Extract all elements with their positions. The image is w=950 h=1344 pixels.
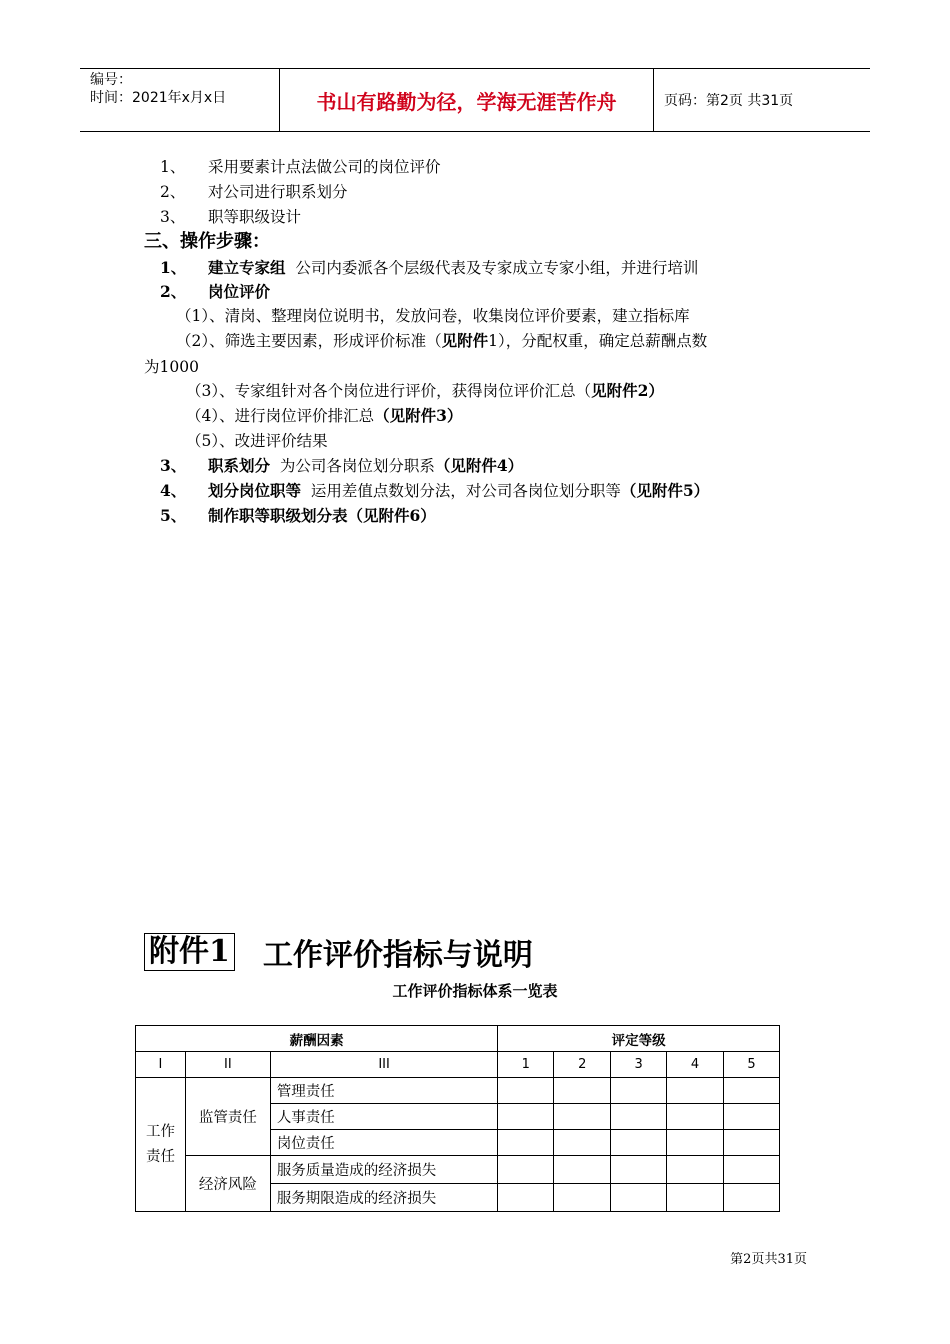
para-text: （2）、筛选主要因素，形成评价标准（ <box>176 332 442 350</box>
grade-cell <box>611 1104 667 1130</box>
step-title: 岗位评价 <box>208 282 271 301</box>
grade-5: 5 <box>724 1052 780 1078</box>
subgroup-cell: 监管责任 <box>185 1078 270 1156</box>
para-text: （4）、进行岗位评价排汇总 <box>186 407 375 425</box>
grade-cell <box>724 1156 780 1184</box>
step-5 <box>160 505 436 527</box>
para-text: 1），分配权重，确定总薪酬点数 <box>488 332 708 350</box>
grade-cell <box>667 1130 724 1156</box>
header-factor: 薪酬因素 <box>136 1026 498 1052</box>
attachment-label: 附件1 <box>144 933 235 971</box>
grade-cell <box>554 1156 611 1184</box>
level-3: III <box>270 1052 498 1078</box>
item-cell: 管理责任 <box>270 1078 498 1104</box>
item-text: 职等职级设计 <box>208 208 302 226</box>
table-header-row <box>136 1026 780 1052</box>
step-2 <box>160 281 270 303</box>
grade-cell <box>724 1130 780 1156</box>
attachment-heading <box>144 930 533 974</box>
grade-cell <box>667 1184 724 1212</box>
grade-cell <box>667 1078 724 1104</box>
level-1: I <box>136 1052 186 1078</box>
step-text: 运用差值点数划分法，对公司各岗位划分职等 <box>310 482 621 500</box>
attachment-title: 工作评价指标与说明 <box>262 938 533 973</box>
item-cell: 人事责任 <box>270 1104 498 1130</box>
step-text: 为公司各岗位划分职系 <box>279 457 435 475</box>
step-1 <box>160 257 698 279</box>
attachment-ref: 见附件 <box>441 331 489 350</box>
grade-cell <box>554 1104 611 1130</box>
header-meta <box>80 69 280 131</box>
attachment-ref: 见附件2） <box>591 381 664 400</box>
intro-item-2 <box>160 181 348 203</box>
table-row <box>136 1156 780 1184</box>
intro-item-3 <box>160 206 301 228</box>
grade-cell <box>667 1156 724 1184</box>
table-caption: 工作评价指标体系一览表 <box>392 982 558 1000</box>
step-number: 3、 <box>160 456 187 475</box>
level-2: II <box>185 1052 270 1078</box>
grade-cell <box>498 1104 554 1130</box>
step-2-para-4 <box>186 405 462 427</box>
section-heading: 三、操作步骤： <box>144 231 270 252</box>
step-title: 职系划分 <box>208 456 271 475</box>
header-grade: 评定等级 <box>498 1026 780 1052</box>
code-label: 编号： <box>90 72 132 88</box>
step-title: 制作职等职级划分表（见附件6） <box>208 506 436 525</box>
attachment-ref: （见附件5） <box>620 481 710 500</box>
table-row <box>136 1078 780 1104</box>
grade-1: 1 <box>498 1052 554 1078</box>
grade-cell <box>667 1104 724 1130</box>
grade-cell <box>498 1130 554 1156</box>
grade-cell <box>724 1104 780 1130</box>
grade-cell <box>554 1130 611 1156</box>
grade-cell <box>724 1184 780 1212</box>
step-number: 5、 <box>160 506 187 525</box>
step-2-para-2-cont: 为1000 <box>144 358 199 376</box>
step-4 <box>160 480 709 502</box>
grade-4: 4 <box>667 1052 724 1078</box>
grade-cell <box>554 1078 611 1104</box>
step-2-para-5: （5）、改进评价结果 <box>186 432 328 450</box>
evaluation-index-table <box>135 1025 780 1212</box>
grade-cell <box>724 1078 780 1104</box>
step-number: 1、 <box>160 258 187 277</box>
grade-2: 2 <box>554 1052 611 1078</box>
para-text: （3）、专家组针对各个岗位进行评价，获得岗位评价汇总（ <box>186 382 592 400</box>
grade-cell <box>554 1184 611 1212</box>
item-number: 2、 <box>160 183 186 201</box>
item-cell: 服务质量造成的经济损失 <box>270 1156 498 1184</box>
attachment-ref: （见附件4） <box>434 456 524 475</box>
step-title: 划分岗位职等 <box>208 481 302 500</box>
grade-cell <box>611 1184 667 1212</box>
header-page-number: 页码：第2页 共31页 <box>664 93 794 109</box>
item-number: 1、 <box>160 158 186 176</box>
page-header <box>80 68 870 132</box>
step-2-para-1: （1）、清岗、整理岗位说明书，发放问卷，收集岗位评价要素，建立指标库 <box>176 307 690 325</box>
attachment-ref: （见附件3） <box>374 406 463 425</box>
step-2-para-3 <box>186 380 664 402</box>
step-text: 公司内委派各个层级代表及专家成立专家小组，并进行培训 <box>295 259 699 277</box>
page-footer: 第2页共31页 <box>730 1252 807 1267</box>
grade-cell <box>498 1156 554 1184</box>
date-label: 时间：2021年x月x日 <box>90 90 227 106</box>
step-title: 建立专家组 <box>208 258 286 277</box>
grade-cell <box>498 1184 554 1212</box>
item-cell: 服务期限造成的经济损失 <box>270 1184 498 1212</box>
intro-item-1 <box>160 156 441 178</box>
header-motto: 书山有路勤为径，学海无涯苦作舟 <box>280 69 654 131</box>
step-number: 2、 <box>160 282 187 301</box>
item-cell: 岗位责任 <box>270 1130 498 1156</box>
step-2-para-2 <box>176 330 707 352</box>
grade-cell <box>611 1078 667 1104</box>
item-number: 3、 <box>160 208 186 226</box>
subgroup-cell: 经济风险 <box>185 1156 270 1212</box>
grade-cell <box>498 1078 554 1104</box>
item-text: 对公司进行职系划分 <box>208 183 348 201</box>
table-subheader-row <box>136 1052 780 1078</box>
step-number: 4、 <box>160 481 187 500</box>
grade-cell <box>611 1156 667 1184</box>
step-3 <box>160 455 523 477</box>
grade-cell <box>611 1130 667 1156</box>
grade-3: 3 <box>611 1052 667 1078</box>
group-cell: 工作责任 <box>136 1078 186 1212</box>
item-text: 采用要素计点法做公司的岗位评价 <box>208 158 441 176</box>
